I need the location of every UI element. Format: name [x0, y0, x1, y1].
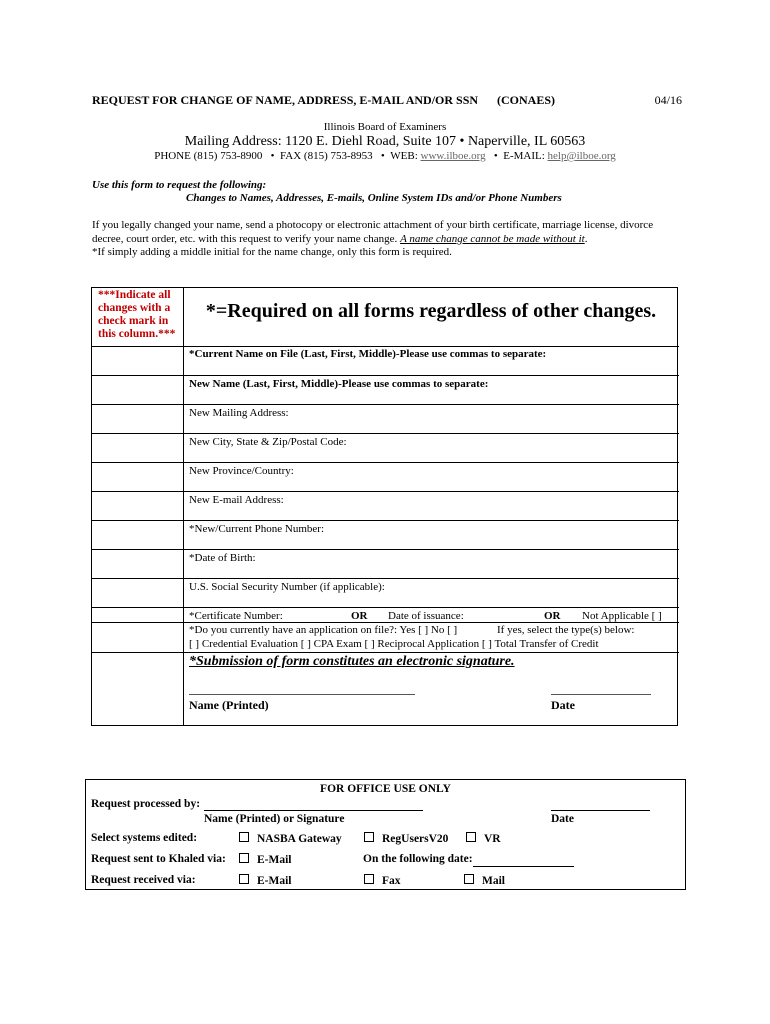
regusers-checkbox[interactable] [364, 832, 448, 845]
nasba-gateway-label: NASBA Gateway [257, 833, 342, 845]
row-divider [92, 346, 679, 347]
regusers-label: RegUsersV20 [382, 833, 449, 845]
application-types-checkboxes[interactable]: [ ] Credential Evaluation [ ] CPA Exam [ ] Reciprocal Application [ ] Total Transfer of Credit [189, 638, 599, 650]
change-request-form [91, 287, 678, 726]
date-of-issuance-field[interactable]: Date of issuance: [388, 610, 464, 622]
recv-email-checkbox[interactable] [239, 874, 292, 887]
office-date-label: Date [551, 813, 574, 825]
row-divider [92, 375, 679, 376]
checkbox-icon [239, 853, 249, 863]
sent-to-label: Request sent to Khaled via: [91, 853, 226, 865]
new-email-field[interactable]: New E-mail Address: [189, 494, 284, 506]
certificate-number-field[interactable]: *Certificate Number: [189, 610, 283, 622]
form-title: REQUEST FOR CHANGE OF NAME, ADDRESS, E-MAIL AND/OR SSN [92, 93, 479, 107]
or-label: OR [544, 610, 561, 622]
new-mailing-address-field[interactable]: New Mailing Address: [189, 407, 289, 419]
electronic-signature-note: *Submission of form constitutes an electronic signature. [189, 654, 515, 669]
contact-line: PHONE (815) 753-8900 • FAX (815) 753-8953 • WEB: www.ilboe.org • E-MAIL: help@ilboe.org [154, 150, 616, 162]
current-name-field[interactable]: *Current Name on File (Last, First, Middle)-Please use commas to separate: [189, 348, 547, 360]
instructions-text: If you legally changed your name, send a photocopy or electronic attachment of your birth certificate, marriage license, divorce decree, court order, etc. with this request to verify your name change. [92, 219, 654, 245]
not-applicable-checkbox[interactable]: Not Applicable [ ] [582, 610, 662, 622]
new-name-field[interactable]: New Name (Last, First, Middle)-Please use commas to separate: [189, 378, 489, 390]
date-line[interactable] [551, 694, 651, 695]
org-name: Illinois Board of Examiners [323, 121, 447, 133]
mailing-address: Mailing Address: 1120 E. Diehl Road, Suite 107 • Naperville, IL 60563 [184, 134, 586, 149]
processed-by-line[interactable] [204, 810, 423, 811]
phone-text: PHONE (815) 753-8900 [154, 150, 263, 162]
office-use-box [85, 779, 686, 890]
row-divider [92, 578, 679, 579]
email-link[interactable]: help@ilboe.org [547, 150, 616, 162]
date-label: Date [551, 698, 575, 712]
row-divider [92, 607, 679, 608]
office-use-title: FOR OFFICE USE ONLY [320, 783, 451, 795]
select-types-label: If yes, select the type(s) below: [497, 624, 635, 636]
indicate-note: ***Indicate all changes with a check mark in this column.*** [98, 289, 176, 340]
row-divider [92, 622, 679, 623]
processed-by-label: Request processed by: [91, 798, 201, 810]
instructions-note: A name change cannot be made without it [400, 232, 585, 245]
checkbox-icon [464, 874, 474, 884]
vr-checkbox[interactable] [466, 832, 501, 845]
new-province-field[interactable]: New Province/Country: [189, 465, 294, 477]
fax-text: FAX (815) 753-8953 [279, 150, 373, 162]
following-date-label: On the following date: [363, 853, 473, 865]
name-signature-label: Name (Printed) or Signature [204, 813, 345, 825]
row-divider [92, 433, 679, 434]
new-city-field[interactable]: New City, State & Zip/Postal Code: [189, 436, 347, 448]
check-column[interactable] [92, 288, 184, 725]
row-divider [92, 652, 679, 653]
sent-email-checkbox[interactable] [239, 853, 292, 866]
or-label: OR [351, 610, 368, 622]
row-divider [92, 404, 679, 405]
recv-mail-label: Mail [482, 875, 505, 887]
row-divider [92, 491, 679, 492]
processed-date-line[interactable] [551, 810, 650, 811]
systems-edited-label: Select systems edited: [91, 832, 198, 844]
checkbox-icon [239, 874, 249, 884]
middle-initial-note: *If simply adding a middle initial for the name change, only this form is required. [92, 246, 452, 258]
row-divider [92, 520, 679, 521]
form-revision-date: 04/16 [654, 93, 682, 107]
checkbox-icon [239, 832, 249, 842]
following-date-line[interactable] [473, 866, 574, 867]
name-line[interactable] [189, 694, 415, 695]
web-link[interactable]: www.ilboe.org [420, 150, 486, 162]
nasba-gateway-checkbox[interactable] [239, 832, 342, 845]
email-label: E-MAIL: [503, 150, 545, 162]
checkbox-icon [364, 832, 374, 842]
form-code: (CONAES) [497, 93, 556, 107]
required-title: *=Required on all forms regardless of other changes. [205, 300, 657, 322]
instructions: If you legally changed your name, send a photocopy or electronic attachment of your birth certificate, marriage license, divorce decree, court order, etc. with this request to verify your name change. A name change cannot be made without it. *If simply adding a middle initial for the name change, only this form is required. [92, 219, 654, 258]
sent-email-label: E-Mail [257, 854, 292, 866]
date-of-birth-field[interactable]: *Date of Birth: [189, 552, 256, 564]
recv-mail-checkbox[interactable] [464, 874, 505, 887]
ssn-field[interactable]: U.S. Social Security Number (if applicable): [189, 581, 385, 593]
changes-line: Changes to Names, Addresses, E-mails, Online System IDs and/or Phone Numbers [186, 192, 562, 204]
received-via-label: Request received via: [91, 874, 196, 886]
web-label: WEB: [390, 150, 418, 162]
row-divider [92, 549, 679, 550]
use-form-line: Use this form to request the following: [92, 179, 267, 191]
checkbox-icon [364, 874, 374, 884]
phone-number-field[interactable]: *New/Current Phone Number: [189, 523, 325, 535]
name-printed-label: Name (Printed) [189, 698, 269, 712]
row-divider [92, 462, 679, 463]
recv-email-label: E-Mail [257, 875, 292, 887]
recv-fax-checkbox[interactable] [364, 874, 401, 887]
vr-label: VR [484, 833, 501, 845]
recv-fax-label: Fax [382, 875, 401, 887]
checkbox-icon [466, 832, 476, 842]
application-question[interactable]: *Do you currently have an application on file?: Yes [ ] No [ ] [189, 624, 458, 636]
